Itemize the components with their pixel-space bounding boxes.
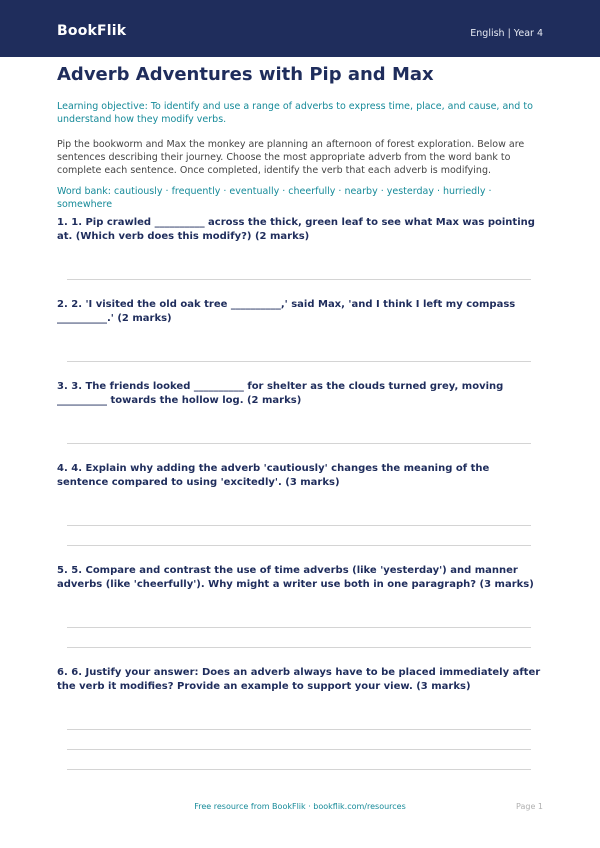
page-title: Adverb Adventures with Pip and Max (57, 64, 434, 85)
answer-line[interactable] (67, 443, 531, 444)
answer-line[interactable] (67, 525, 531, 526)
footer-credit[interactable]: Free resource from BookFlik · bookflik.com/resources (194, 802, 406, 811)
question-1: 1. 1. Pip crawled __________ across the thick, green leaf to see what Max was pointing at. (Which verb does this modify?) (2 marks) (57, 217, 535, 242)
question-4: 4. 4. Explain why adding the adverb 'cautiously' changes the meaning of the sentence compared to using 'excitedly'. (3 marks) (57, 463, 490, 488)
question-3: 3. 3. The friends looked __________ for shelter as the clouds turned grey, moving __________ towards the hollow log. (2 marks) (57, 381, 504, 406)
answer-line[interactable] (67, 749, 531, 750)
intro-paragraph: Pip the bookworm and Max the monkey are planning an afternoon of forest exploration. Below are sentences describing their journey. Choose the most appropriate adverb from the word bank to complete each sentence. Once completed, identify the verb that each adverb is modifying. (57, 139, 525, 176)
answer-line[interactable] (67, 279, 531, 280)
brand-logo: BookFlik (57, 23, 127, 39)
question-6: 6. 6. Justify your answer: Does an adverb always have to be placed immediately after the verb it modifies? Provide an example to support your view. (3 marks) (57, 667, 541, 692)
answer-line[interactable] (67, 361, 531, 362)
page-number: Page 1 (516, 802, 543, 811)
answer-line[interactable] (67, 729, 531, 730)
learning-objective: Learning objective: To identify and use a range of adverbs to express time, place, and cause, and to understand how they modify verbs. (57, 101, 533, 125)
answer-line[interactable] (67, 647, 531, 648)
word-bank: Word bank: cautiously · frequently · eventually · cheerfully · nearby · yesterday · hurriedly · somewhere (57, 186, 492, 210)
header-bar (0, 0, 600, 57)
question-2: 2. 2. 'I visited the old oak tree __________,' said Max, 'and I think I left my compass __________.' (2 marks) (57, 299, 516, 324)
subject-year-label: English | Year 4 (470, 28, 543, 39)
answer-line[interactable] (67, 545, 531, 546)
answer-line[interactable] (67, 769, 531, 770)
question-5: 5. 5. Compare and contrast the use of time adverbs (like 'yesterday') and manner adverbs (like 'cheerfully'). Why might a writer use both in one paragraph? (3 marks) (57, 565, 534, 590)
answer-line[interactable] (67, 627, 531, 628)
